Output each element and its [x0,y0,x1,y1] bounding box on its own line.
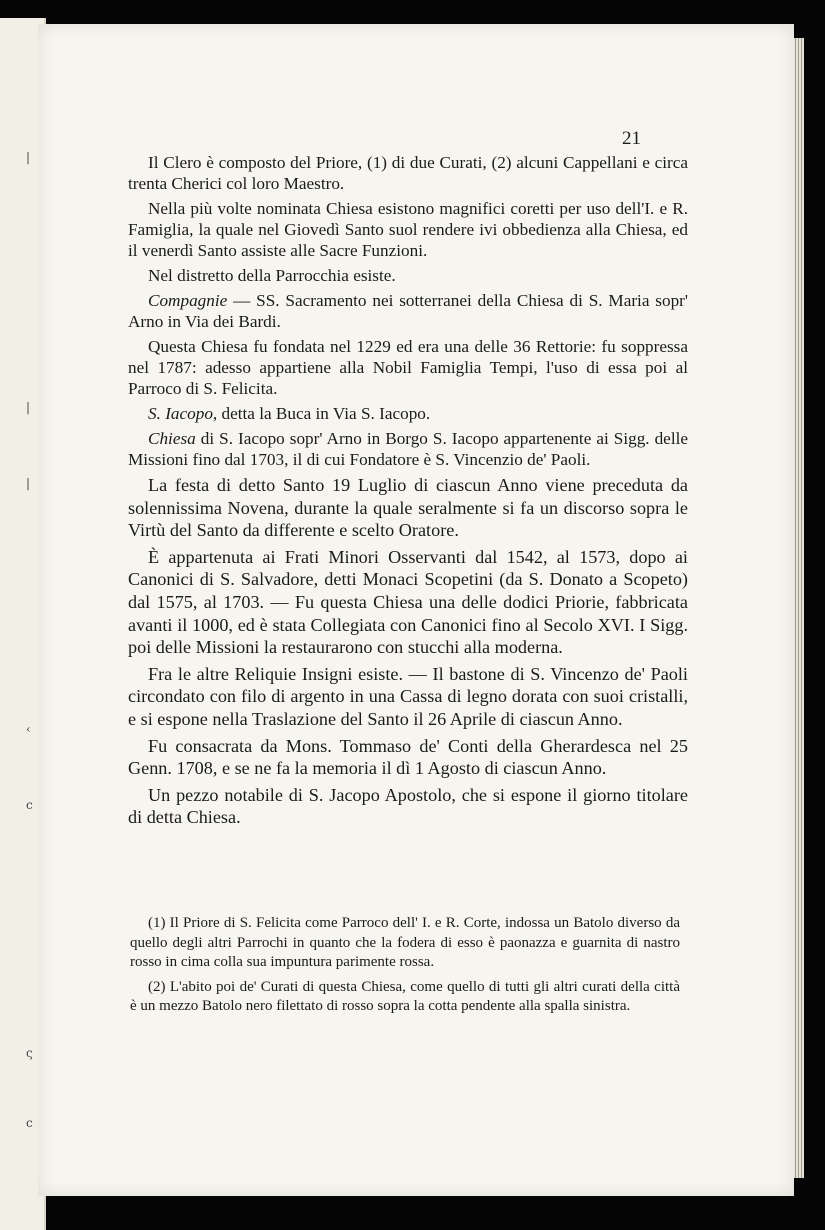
paragraph-pezzo-notabile: Un pezzo notabile di S. Jacopo Apostolo, che si espone il giorno titolare di detta Chiesa. [128,784,688,828]
paragraph-foundation: Questa Chiesa fu fondata nel 1229 ed era una delle 36 Rettorie: fu soppressa nel 1787: adesso appartiene alla Nobil Famiglia Tempi, l'uso di essa poi al Parroco di S. Felicita. [128,337,688,398]
paragraph-district: Nel distretto della Parrocchia esiste. [148,266,396,285]
main-text [128,152,688,833]
binding-hole: c [26,798,33,812]
binding-hole: ς [26,1046,33,1060]
compagnie-text: — SS. Sacramento nei sotterranei della Chiesa di S. Maria sopr' Arno in Via dei Bardi. [128,291,688,331]
paragraph-s-iacopo [128,403,688,424]
binding-hole: c [26,1116,33,1130]
footnote-1: (1) Il Priore di S. Felicita come Parroco dell' I. e R. Corte, indossa un Batolo diverso da quello degli altri Parrochi in quanto che la fodera di esso è paonazza e guarnita di nastro rosso in cima colla sua impuntura parimente rossa. [130,915,680,970]
paragraph-coretti: Nella più volte nominata Chiesa esistono magnifici coretti per uso dell'I. e R. Famiglia, la quale nel Giovedì Santo suol rendere ivi obbedienza alla Chiesa, ed il venerdì Santo assiste alle Sacre Funzioni. [128,199,688,260]
page-number: 21 [622,128,641,149]
paragraph-festa: La festa di detto Santo 19 Luglio di ciascun Anno viene preceduta da solennissima Novena, durante la quale seralmente si fa un discorso sopra le Virtù del Santo da differente e scelto Oratore. [128,475,688,541]
chiesa-heading: Chiesa [148,429,196,448]
s-iacopo-heading: S. Iacopo [148,404,213,423]
paragraph-compagnie [128,290,688,332]
paragraph-consacrata: Fu consacrata da Mons. Tommaso de' Conti della Gherardesca nel 25 Genn. 1708, e se ne fa la memoria il dì 1 Agosto di ciascun Anno. [128,735,688,779]
compagnie-heading: Compagnie [148,291,228,310]
paragraph-history: È appartenuta ai Frati Minori Osservanti dal 1542, al 1573, dopo ai Canonici di S. Salvadore, detti Monaci Scopetini (da S. Donato a Scopeto) dal 1575, al 1703. — Fu questa Chiesa una delle dodici Priorie, fabbricata avanti il 1000, ed è stata Collegiata con Canonici fino al Secolo XVI. I Sigg. poi delle Missioni la restaurarono con stucchi alla moderna. [128,546,688,658]
paragraph-reliquie: Fra le altre Reliquie Insigni esiste. — Il bastone di S. Vincenzo de' Paoli circondato con filo di argento in una Cassa di legno dorata con suoi cristalli, e si espone nella Traslazione del Santo il 26 Aprile di ciascun Anno. [128,663,688,729]
footnotes [130,914,680,1022]
binding-hole: ‹ [26,722,31,736]
paragraph-clergy: Il Clero è composto del Priore, (1) di due Curati, (2) alcuni Cappellani e circa trenta Cherici col loro Maestro. [128,153,688,193]
s-iacopo-text: , detta la Buca in Via S. Iacopo. [212,404,431,423]
binding-hole: | [26,150,31,164]
book-page [38,24,794,1196]
footnote-2: (2) L'abito poi de' Curati di questa Chiesa, come quello di tutti gli altri curati della città è un mezzo Batolo nero filettato di rosso sopra la cotta pendente alla spalla sinistra. [130,978,680,1014]
paragraph-chiesa [128,428,688,470]
chiesa-text: di S. Iacopo sopr' Arno in Borgo S. Iacopo appartenente ai Sigg. delle Missioni fino dal 1703, il di cui Fondatore è S. Vincenzio de' Paoli. [128,429,688,469]
binding-hole: | [26,400,31,414]
binding-hole: | [26,476,31,490]
